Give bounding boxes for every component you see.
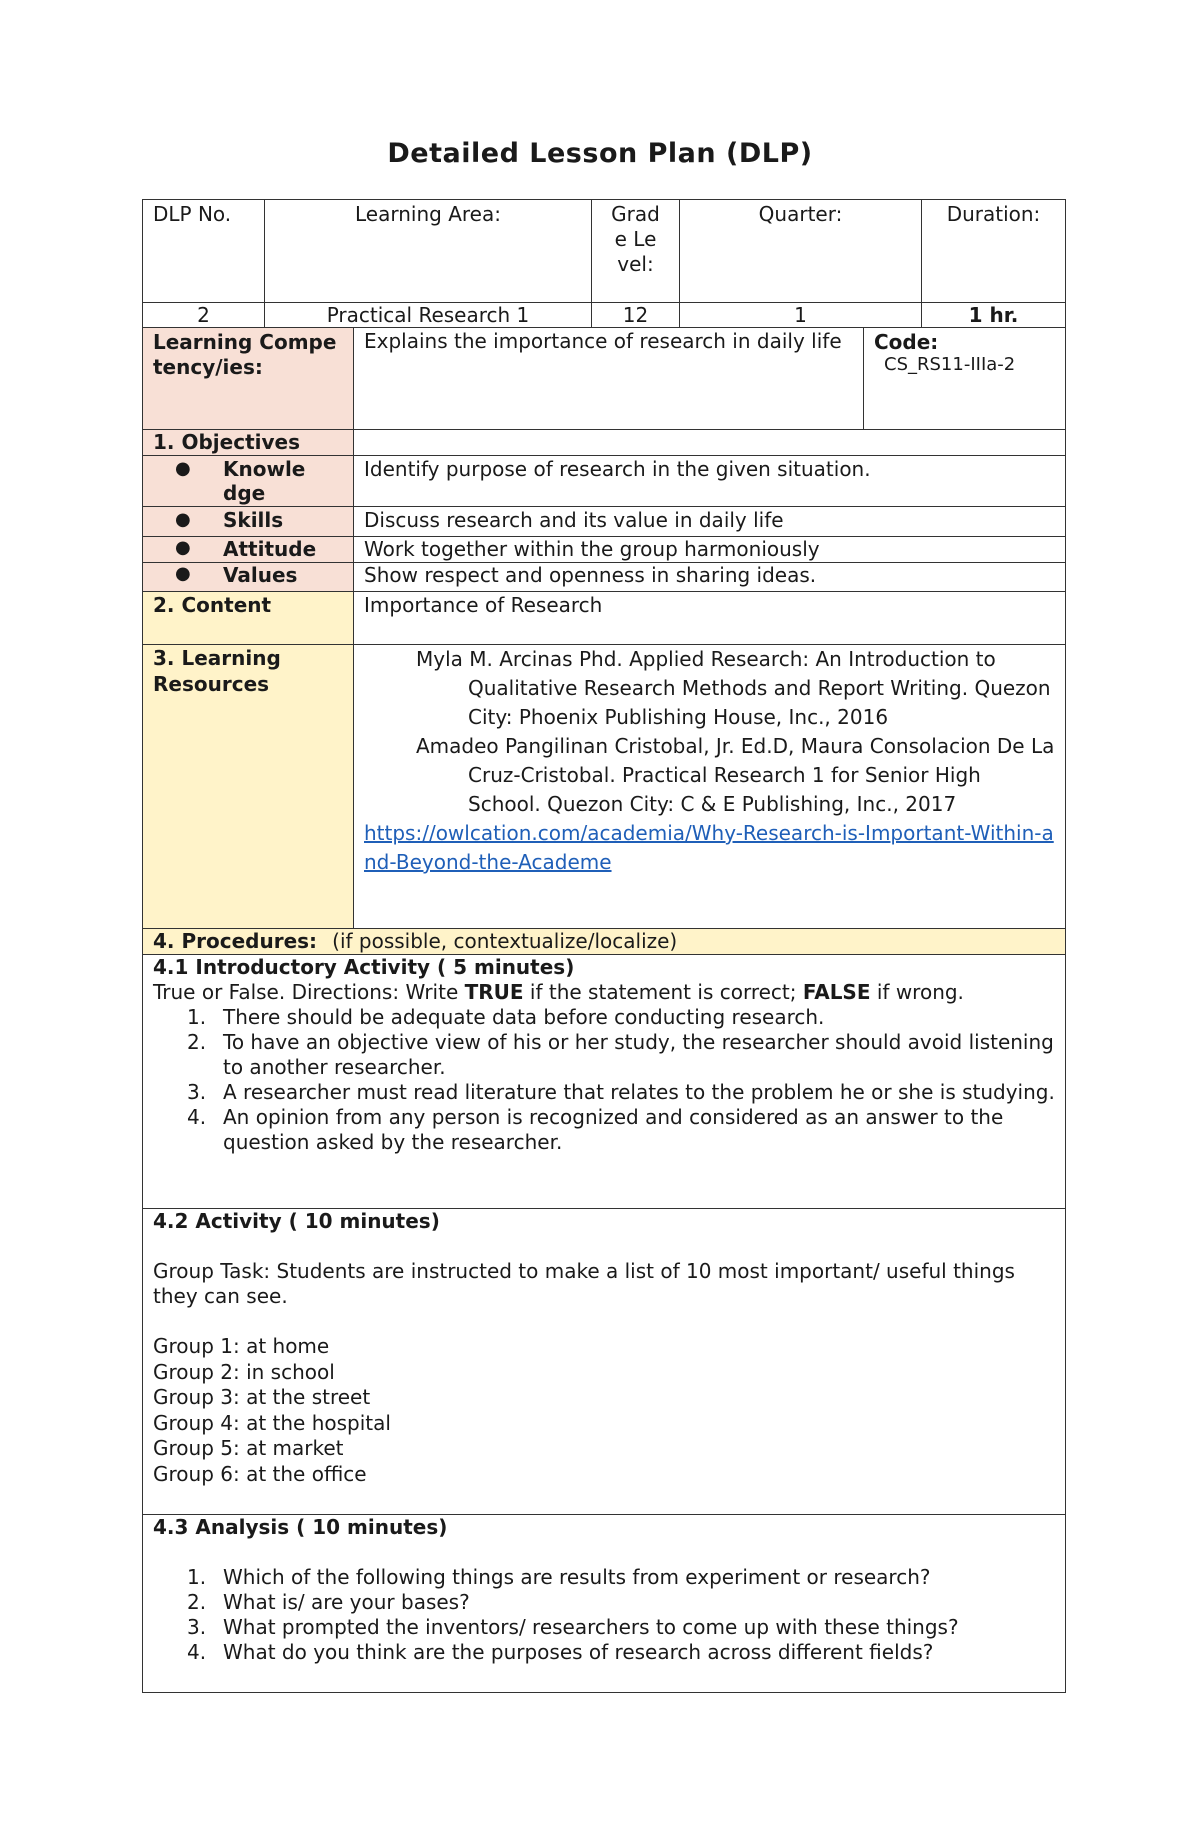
objective-values-row — [143, 563, 1065, 591]
objective-label: Skills — [223, 508, 284, 532]
true-keyword: TRUE — [464, 980, 524, 1004]
code-cell — [864, 328, 1065, 429]
bullet-icon: ● — [175, 537, 191, 558]
objectives-row — [143, 430, 1065, 455]
content-text: Importance of Research — [364, 593, 603, 617]
reference-link[interactable]: https://owlcation.com/academia/Why-Research-is-Important-Within-and-Beyond-the-Academe — [364, 821, 1054, 874]
competency-row — [143, 328, 1065, 429]
false-keyword: FALSE — [802, 980, 871, 1004]
lesson-plan-table — [142, 199, 1066, 1693]
reference-item: Amadeo Pangilinan Cristobal, Jr. Ed.D, Maura Consolacion De La Cruz-Cristobal. Practical Research 1 for Senior High School. Quezon City: C & E Publishing, Inc., 2017 — [416, 734, 1055, 816]
header-values-row — [143, 303, 1065, 327]
code-label: Code: — [874, 330, 939, 354]
objective-text: Discuss research and its value in daily life — [364, 508, 784, 532]
list-item: Group 6: at the office — [153, 1461, 367, 1486]
content-label: 2. Content — [143, 592, 354, 644]
resources-row — [143, 645, 1065, 928]
duration-value: 1 hr. — [968, 303, 1019, 327]
activity-section — [143, 1209, 1065, 1514]
list-item: 4. What do you think are the purposes of research across different fields? — [187, 1640, 934, 1664]
intro-directions — [153, 980, 1055, 1005]
directions-text: True or False. Directions: Write — [153, 980, 465, 1004]
list-item: Group 2: in school — [153, 1359, 335, 1384]
activity-task: Group Task: Students are instructed to make a list of 10 most important/ useful things they can see. — [153, 1259, 1015, 1308]
list-item: Group 3: at the street — [153, 1385, 371, 1409]
list-item: Group 4: at the hospital — [153, 1410, 391, 1435]
directions-text: if wrong. — [870, 980, 964, 1004]
intro-activity-section — [143, 955, 1065, 1208]
list-item: Group 1: at home — [153, 1334, 330, 1358]
list-item: 2. To have an objective view of his or her study, the researcher should avoid listening to another researcher. — [187, 1030, 1054, 1079]
list-item: 2. What is/ are your bases? — [187, 1590, 470, 1614]
objective-label: Values — [223, 563, 298, 587]
group-list — [153, 1334, 1055, 1487]
resources-body — [354, 645, 1065, 928]
resources-label: 3. Learning Resources — [143, 645, 354, 928]
quarter-label: Quarter: — [680, 200, 922, 302]
activity-heading: 4.2 Activity ( 10 minutes) — [153, 1209, 440, 1233]
objective-label: Attitude — [223, 537, 317, 561]
analysis-list — [153, 1565, 1055, 1665]
list-item: 4. An opinion from any person is recognized and considered as an answer to the question asked by the researcher. — [187, 1105, 1004, 1154]
learning-area-value: Practical Research 1 — [265, 303, 592, 327]
objective-text: Identify purpose of research in the given situation. — [364, 457, 871, 481]
code-value: CS_RS11-IIIa-2 — [884, 354, 1016, 375]
competency-text: Explains the importance of research in daily life — [354, 328, 864, 429]
reference-item: Myla M. Arcinas Phd. Applied Research: An Introduction to Qualitative Research Methods and Report Writing. Quezon City: Phoenix Publishing House, Inc., 2016 — [416, 647, 1051, 729]
true-false-list — [153, 1005, 1055, 1155]
objective-skills-row — [143, 507, 1065, 536]
objectives-label: 1. Objectives — [143, 430, 354, 455]
objective-label: Knowledge — [223, 457, 306, 505]
directions-text: if the statement is correct; — [523, 980, 803, 1004]
duration-label: Duration: — [946, 202, 1041, 226]
dlp-no-label: DLP No. — [143, 200, 265, 302]
list-item: Group 5: at market — [153, 1436, 344, 1460]
competency-label: Learning Competency/ies: — [143, 328, 354, 429]
objective-text: Show respect and openness in sharing ideas. — [364, 563, 817, 587]
objective-knowledge-row — [143, 456, 1065, 506]
objective-text: Work together within the group harmoniously — [364, 537, 820, 561]
bullet-icon: ● — [175, 563, 191, 584]
procedures-row — [143, 929, 1065, 954]
analysis-heading: 4.3 Analysis ( 10 minutes) — [153, 1515, 448, 1539]
list-item: 1. Which of the following things are results from experiment or research? — [187, 1565, 931, 1589]
bullet-icon: ● — [175, 458, 191, 479]
learning-area-label: Learning Area: — [265, 200, 592, 302]
dlp-no-value: 2 — [143, 303, 265, 327]
grade-level-label: Grade Level: — [592, 200, 680, 302]
list-item: 1. There should be adequate data before conducting research. — [187, 1005, 825, 1029]
page-title: Detailed Lesson Plan (DLP) — [387, 138, 813, 169]
procedures-note: (if possible, contextualize/localize) — [332, 929, 678, 953]
intro-heading: 4.1 Introductory Activity ( 5 minutes) — [153, 955, 575, 979]
objective-attitude-row — [143, 537, 1065, 562]
procedures-label: 4. Procedures: — [153, 929, 318, 953]
grade-level-value: 12 — [592, 303, 680, 327]
analysis-section — [143, 1515, 1065, 1693]
quarter-value: 1 — [680, 303, 922, 327]
list-item: 3. A researcher must read literature that relates to the problem he or she is studying. — [187, 1080, 1055, 1104]
list-item: 3. What prompted the inventors/ researchers to come up with these things? — [187, 1615, 959, 1639]
header-labels-row — [143, 200, 1065, 302]
bullet-icon: ● — [175, 509, 191, 530]
content-row — [143, 592, 1065, 644]
